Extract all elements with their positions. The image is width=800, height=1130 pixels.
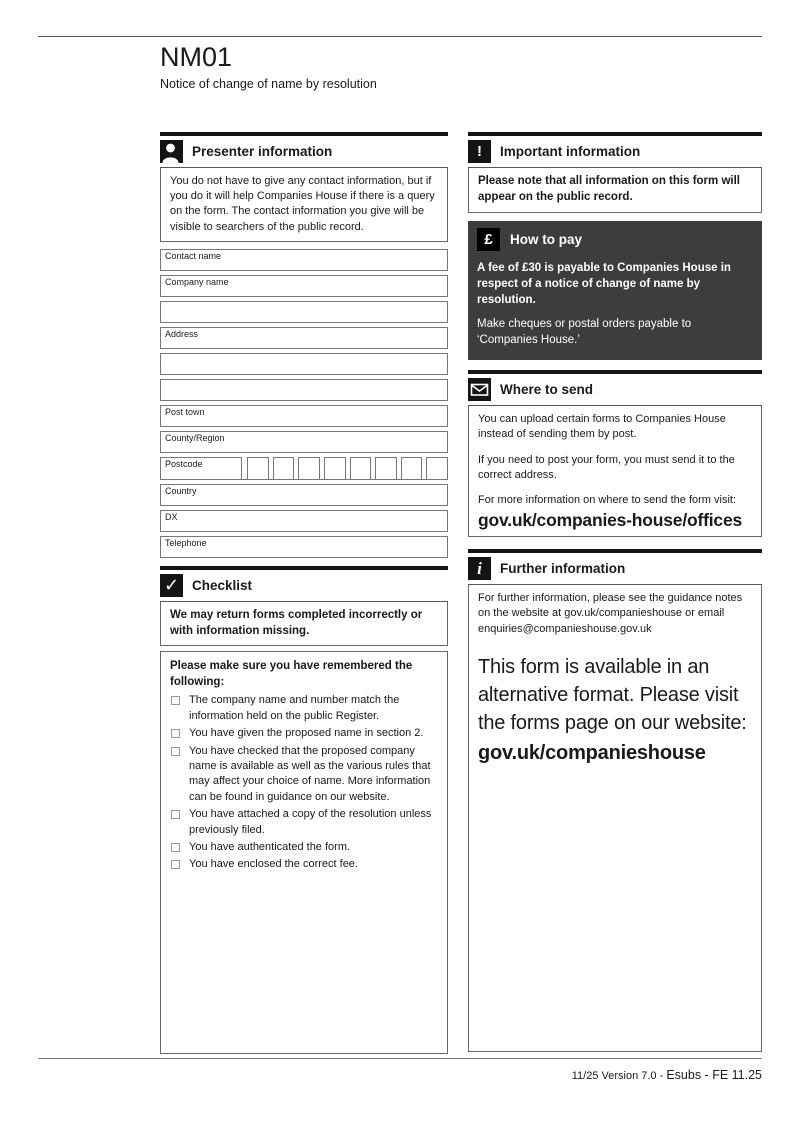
form-subtitle: Notice of change of name by resolution	[160, 77, 377, 91]
checklist-warning: We may return forms completed incorrectly or with information missing.	[160, 602, 448, 647]
checklist-item: You have enclosed the correct fee.	[170, 857, 438, 872]
how-to-pay-fee-text: A fee of £30 is payable to Companies House in respect of a notice of change of name by resolution.	[477, 261, 731, 306]
contact-name-field[interactable]	[160, 249, 448, 271]
top-divider	[38, 36, 762, 37]
checklist-lead: Please make sure you have remembered the following:	[170, 660, 413, 688]
postcode-cell-1[interactable]	[247, 457, 269, 479]
bottom-divider	[38, 1058, 762, 1059]
postcode-label: Postcode	[165, 458, 203, 469]
checkbox-icon[interactable]	[171, 843, 180, 852]
checkbox-icon[interactable]	[171, 729, 180, 738]
form-code: NM01	[160, 42, 233, 72]
country-label: Country	[165, 485, 197, 496]
checklist-item: You have authenticated the form.	[170, 840, 438, 855]
company-name-label: Company name	[165, 276, 229, 287]
important-body: Please note that all information on this form will appear on the public record.	[468, 168, 762, 213]
how-to-pay-cheque-text: Make cheques or postal orders payable to ‘Companies House.’	[477, 318, 692, 347]
checklist-item: You have checked that the proposed company name is available as well as the various rules that may affect your choice of name. More information can be found in guidance on our website.	[170, 744, 438, 806]
presenter-section-header	[160, 132, 448, 168]
presenter-heading: Presenter information	[192, 144, 333, 159]
postcode-label-box	[160, 457, 242, 479]
offices-link[interactable]: gov.uk/companies-house/offices	[478, 510, 743, 531]
postcode-cell-5[interactable]	[350, 457, 372, 479]
presenter-description: You do not have to give any contact information, but if you do it will help Companies House if there is a query on the form. The contact information you give will be visible to searchers of the public record.	[160, 168, 448, 242]
where-to-send-heading: Where to send	[500, 382, 594, 398]
postcode-cells	[247, 457, 448, 479]
how-to-pay-header	[477, 228, 752, 251]
company-name-field[interactable]	[160, 275, 448, 297]
checklist-section-header	[160, 566, 448, 602]
postcode-cell-4[interactable]	[324, 457, 346, 479]
title-block	[160, 42, 377, 91]
checkbox-icon[interactable]	[171, 860, 180, 869]
left-column	[160, 132, 448, 1054]
where-to-send-paragraph1: You can upload certain forms to Companies House instead of sending them by post.	[478, 413, 726, 441]
esubs-text: Esubs - FE 11.25	[666, 1068, 762, 1082]
checklist-item: You have given the proposed name in section 2.	[170, 726, 438, 741]
checklist-item: You have attached a copy of the resolution unless previously filed.	[170, 807, 438, 838]
postcode-cell-6[interactable]	[375, 457, 397, 479]
address-field-line2[interactable]	[160, 353, 448, 375]
postcode-field	[160, 457, 448, 480]
where-to-send-section-header	[468, 370, 762, 406]
post-town-label: Post town	[165, 406, 205, 417]
how-to-pay-heading: How to pay	[510, 231, 583, 247]
important-heading: Important information	[500, 144, 641, 159]
checklist-body	[160, 651, 448, 1054]
post-town-field[interactable]	[160, 405, 448, 427]
guidance-notes-text: For further information, please see the guidance notes on the website at gov.uk/companieshouse or email enquiries@companieshouse.gov.uk	[478, 592, 743, 635]
contact-name-label: Contact name	[165, 250, 222, 261]
version-text: 11/25 Version 7.0 -	[571, 1070, 664, 1082]
dx-label: DX	[165, 511, 178, 522]
county-region-label: County/Region	[165, 432, 225, 443]
dx-field[interactable]	[160, 510, 448, 532]
where-to-send-body	[468, 406, 762, 537]
checklist-item: The company name and number match the information held on the public Register.	[170, 693, 438, 724]
person-icon	[160, 140, 183, 163]
how-to-pay-panel	[468, 221, 762, 360]
country-field[interactable]	[160, 484, 448, 506]
address-field-line3[interactable]	[160, 379, 448, 401]
postcode-cell-2[interactable]	[273, 457, 295, 479]
telephone-field[interactable]	[160, 536, 448, 558]
footer-version	[572, 1068, 762, 1082]
further-information-heading: Further information	[500, 561, 626, 577]
pound-icon: £	[477, 228, 500, 251]
checkbox-icon[interactable]	[171, 810, 180, 819]
postcode-cell-3[interactable]	[298, 457, 320, 479]
important-section-header	[468, 132, 762, 168]
checklist-heading: Checklist	[192, 577, 253, 593]
postcode-cell-7[interactable]	[401, 457, 423, 479]
info-icon: i	[468, 557, 491, 580]
where-to-send-paragraph2: If you need to post your form, you must send it to the correct address.	[478, 453, 735, 481]
company-name-field-continuation[interactable]	[160, 301, 448, 323]
further-information-body	[468, 585, 762, 1052]
checkbox-icon[interactable]	[171, 696, 180, 705]
alternative-format-text: This form is available in an alternative format. Please visit the forms page on our website:	[478, 655, 747, 735]
envelope-icon	[468, 378, 491, 401]
where-to-send-paragraph3: For more information on where to send the form visit:	[478, 493, 736, 506]
address-label: Address	[165, 328, 199, 339]
county-region-field[interactable]	[160, 431, 448, 453]
checkmark-icon: ✓	[160, 574, 183, 597]
checkbox-icon[interactable]	[171, 747, 180, 756]
telephone-label: Telephone	[165, 537, 207, 548]
further-information-section-header	[468, 549, 762, 585]
postcode-cell-8[interactable]	[426, 457, 448, 479]
exclamation-icon: !	[468, 140, 491, 163]
companieshouse-link[interactable]: gov.uk/companieshouse	[478, 741, 706, 764]
address-field[interactable]	[160, 327, 448, 349]
right-column	[468, 132, 762, 1052]
